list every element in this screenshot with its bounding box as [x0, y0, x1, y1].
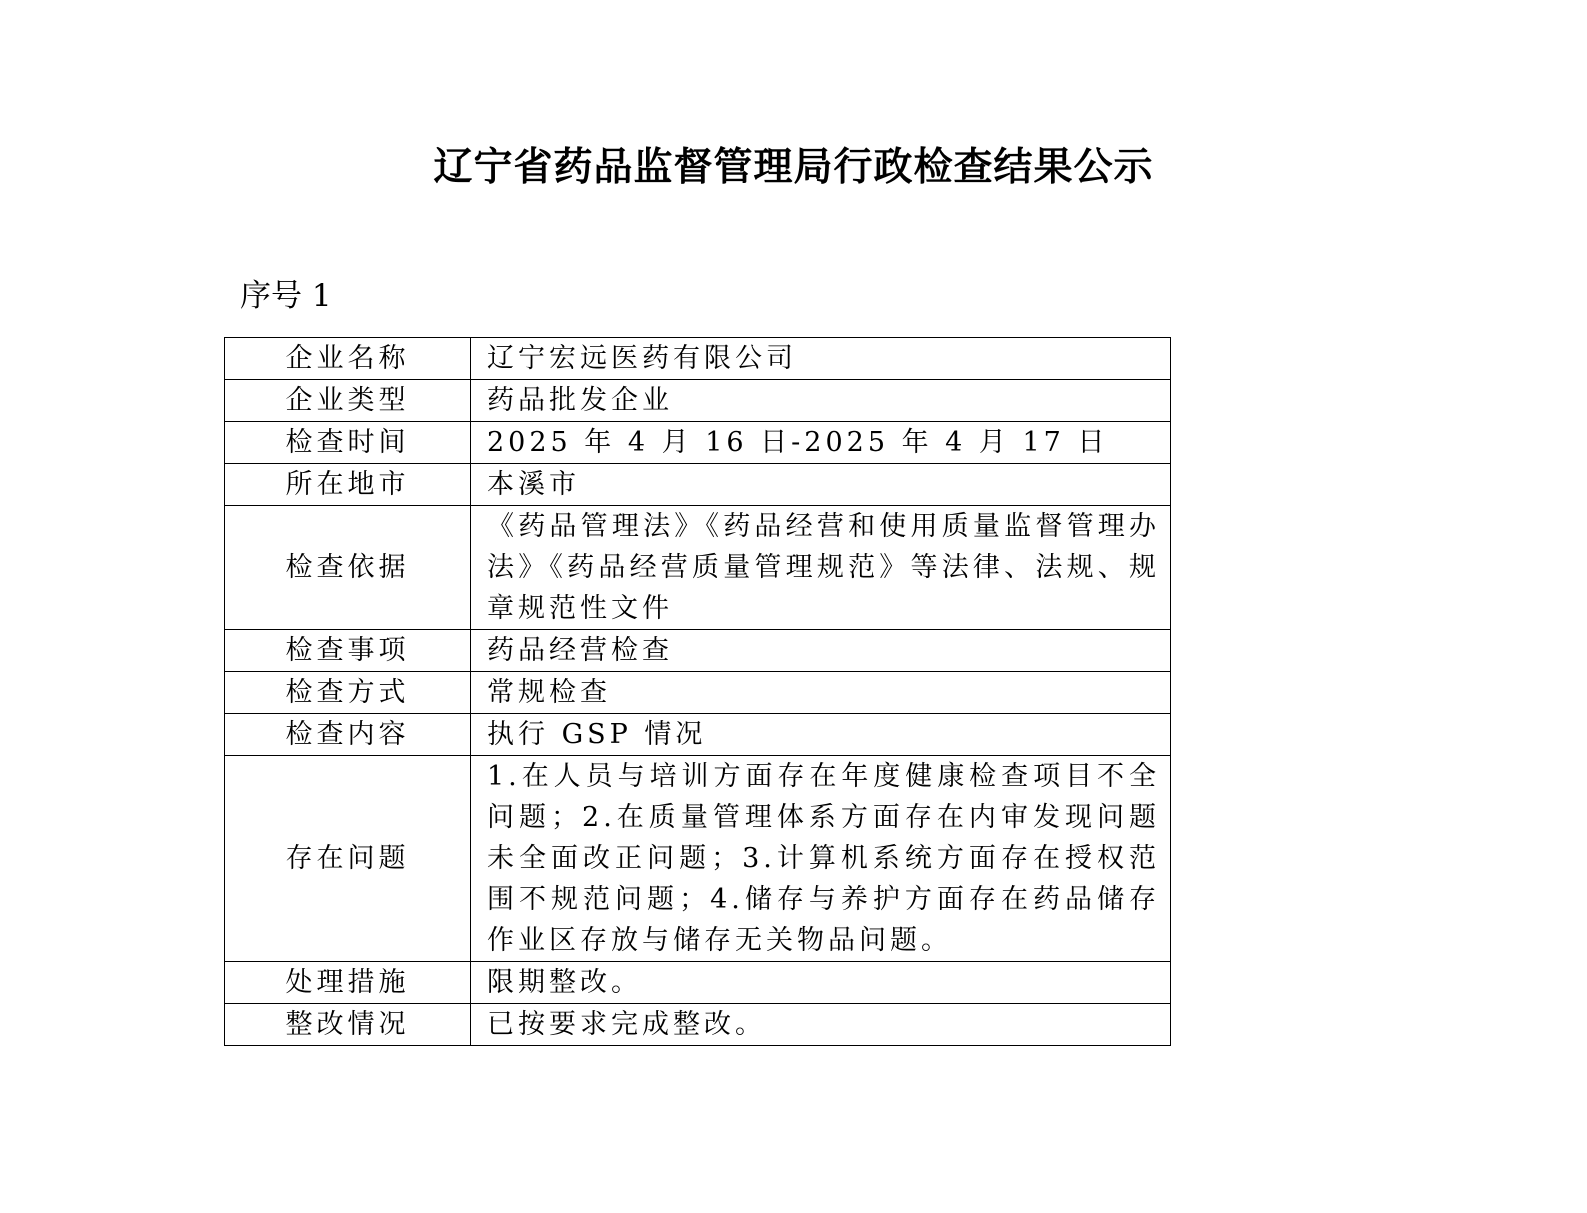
table-row — [225, 672, 1171, 714]
row-label-company-name: 企业名称 — [225, 338, 471, 380]
table-row — [225, 962, 1171, 1004]
table-row — [225, 422, 1171, 464]
row-value-inspection-method: 常规检查 — [471, 672, 1171, 714]
table-row — [225, 630, 1171, 672]
row-value-company-type: 药品批发企业 — [471, 380, 1171, 422]
table-row — [225, 756, 1171, 962]
serial-number: 序号 1 — [240, 278, 332, 314]
table-row — [225, 506, 1171, 630]
row-value-inspection-basis: 《药品管理法》《药品经营和使用质量监督管理办法》《药品经营质量管理规范》等法律、法规、规章规范性文件 — [471, 506, 1171, 630]
row-value-existing-problems: 1.在人员与培训方面存在年度健康检查项目不全问题；2.在质量管理体系方面存在内审发现问题未全面改正问题；3.计算机系统方面存在授权范围不规范问题；4.储存与养护方面存在药品储存作业区存放与储存无关物品问题。 — [471, 756, 1171, 962]
row-value-handling-measures: 限期整改。 — [471, 962, 1171, 1004]
row-label-existing-problems: 存在问题 — [225, 756, 471, 962]
row-label-handling-measures: 处理措施 — [225, 962, 471, 1004]
table-row — [225, 380, 1171, 422]
table-row — [225, 464, 1171, 506]
row-value-rectification-status: 已按要求完成整改。 — [471, 1004, 1171, 1046]
table-row — [225, 338, 1171, 380]
row-label-inspection-basis: 检查依据 — [225, 506, 471, 630]
row-label-rectification-status: 整改情况 — [225, 1004, 471, 1046]
row-label-inspection-time: 检查时间 — [225, 422, 471, 464]
table-row — [225, 1004, 1171, 1046]
row-label-inspection-method: 检查方式 — [225, 672, 471, 714]
row-value-inspection-item: 药品经营检查 — [471, 630, 1171, 672]
row-value-company-name: 辽宁宏远医药有限公司 — [471, 338, 1171, 380]
row-label-company-type: 企业类型 — [225, 380, 471, 422]
row-label-inspection-item: 检查事项 — [225, 630, 471, 672]
row-value-inspection-time: 2025 年 4 月 16 日-2025 年 4 月 17 日 — [471, 422, 1171, 464]
table-row — [225, 714, 1171, 756]
row-label-city: 所在地市 — [225, 464, 471, 506]
row-value-inspection-content: 执行 GSP 情况 — [471, 714, 1171, 756]
row-label-inspection-content: 检查内容 — [225, 714, 471, 756]
row-value-city: 本溪市 — [471, 464, 1171, 506]
inspection-result-table — [224, 337, 1171, 1046]
page-title: 辽宁省药品监督管理局行政检查结果公示 — [433, 145, 1154, 190]
